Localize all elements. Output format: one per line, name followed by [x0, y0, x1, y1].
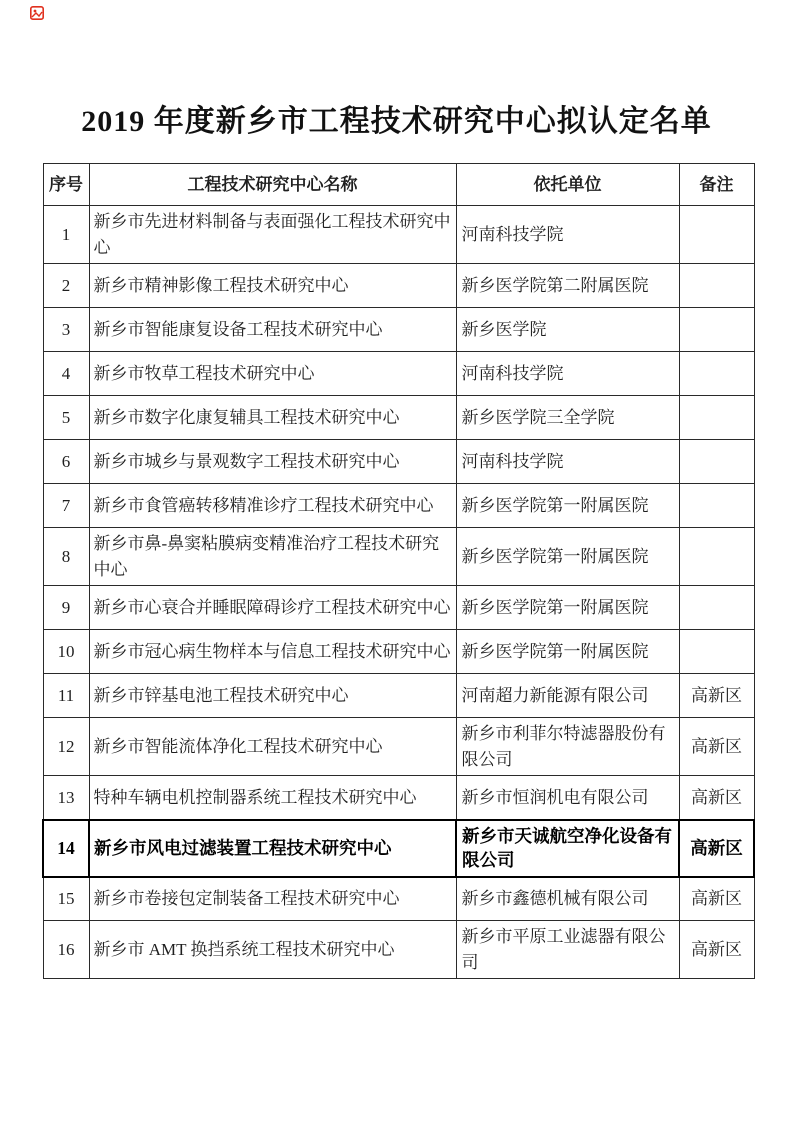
- center-name-cell: 新乡市卷接包定制装备工程技术研究中心: [89, 877, 456, 921]
- table-row: [43, 484, 754, 528]
- center-name-cell: 新乡市心衰合并睡眠障碍诊疗工程技术研究中心: [89, 586, 456, 630]
- table-row: [43, 264, 754, 308]
- center-name-cell: 新乡市鼻-鼻窦粘膜病变精准治疗工程技术研究中心: [89, 528, 456, 586]
- support-unit-cell: 河南科技学院: [456, 440, 679, 484]
- note-cell: [679, 352, 754, 396]
- table-row: [43, 440, 754, 484]
- support-unit-cell: 新乡医学院第一附属医院: [456, 586, 679, 630]
- row-number-cell: 16: [43, 921, 89, 979]
- col-header-name: 工程技术研究中心名称: [89, 164, 456, 206]
- center-name-cell: 新乡市风电过滤装置工程技术研究中心: [89, 820, 456, 877]
- support-unit-cell: 新乡医学院第一附属医院: [456, 630, 679, 674]
- row-number-cell: 5: [43, 396, 89, 440]
- note-cell: [679, 630, 754, 674]
- support-unit-cell: 河南超力新能源有限公司: [456, 674, 679, 718]
- table-row: [43, 674, 754, 718]
- col-header-no: 序号: [43, 164, 89, 206]
- center-name-cell: 新乡市牧草工程技术研究中心: [89, 352, 456, 396]
- note-cell: 高新区: [679, 674, 754, 718]
- row-number-cell: 11: [43, 674, 89, 718]
- support-unit-cell: 新乡市平原工业滤器有限公司: [456, 921, 679, 979]
- col-header-unit: 依托单位: [456, 164, 679, 206]
- page-title: 2019 年度新乡市工程技术研究中心拟认定名单: [81, 105, 712, 138]
- row-number-cell: 7: [43, 484, 89, 528]
- note-cell: 高新区: [679, 776, 754, 820]
- table-header-row: [43, 164, 754, 206]
- row-number-cell: 13: [43, 776, 89, 820]
- support-unit-cell: 新乡医学院第二附属医院: [456, 264, 679, 308]
- row-number-cell: 4: [43, 352, 89, 396]
- center-name-cell: 新乡市先进材料制备与表面强化工程技术研究中心: [89, 206, 456, 264]
- table-row: [43, 528, 754, 586]
- support-unit-cell: 新乡医学院第一附属医院: [456, 484, 679, 528]
- center-name-cell: 新乡市食管癌转移精准诊疗工程技术研究中心: [89, 484, 456, 528]
- note-cell: [679, 308, 754, 352]
- row-number-cell: 10: [43, 630, 89, 674]
- row-number-cell: 15: [43, 877, 89, 921]
- row-number-cell: 14: [43, 820, 89, 877]
- note-cell: 高新区: [679, 921, 754, 979]
- col-header-note: 备注: [679, 164, 754, 206]
- row-number-cell: 2: [43, 264, 89, 308]
- table-row: [43, 206, 754, 264]
- center-name-cell: 新乡市锌基电池工程技术研究中心: [89, 674, 456, 718]
- center-name-cell: 新乡市智能流体净化工程技术研究中心: [89, 718, 456, 776]
- note-cell: [679, 206, 754, 264]
- row-number-cell: 8: [43, 528, 89, 586]
- red-corner-mark-icon: [30, 6, 44, 20]
- support-unit-cell: 新乡市利菲尔特滤器股份有限公司: [456, 718, 679, 776]
- support-unit-cell: 新乡医学院第一附属医院: [456, 528, 679, 586]
- center-name-cell: 新乡市 AMT 换挡系统工程技术研究中心: [89, 921, 456, 979]
- center-name-cell: 新乡市智能康复设备工程技术研究中心: [89, 308, 456, 352]
- table-row: [43, 820, 754, 877]
- row-number-cell: 3: [43, 308, 89, 352]
- center-name-cell: 特种车辆电机控制器系统工程技术研究中心: [89, 776, 456, 820]
- table-row: [43, 776, 754, 820]
- note-cell: 高新区: [679, 718, 754, 776]
- table-row: [43, 352, 754, 396]
- support-unit-cell: 新乡医学院三全学院: [456, 396, 679, 440]
- support-unit-cell: 新乡市天诚航空净化设备有限公司: [456, 820, 679, 877]
- support-unit-cell: 新乡市鑫德机械有限公司: [456, 877, 679, 921]
- center-name-cell: 新乡市冠心病生物样本与信息工程技术研究中心: [89, 630, 456, 674]
- note-cell: [679, 396, 754, 440]
- table-row: [43, 308, 754, 352]
- row-number-cell: 6: [43, 440, 89, 484]
- table-row: [43, 586, 754, 630]
- center-name-cell: 新乡市精神影像工程技术研究中心: [89, 264, 456, 308]
- row-number-cell: 9: [43, 586, 89, 630]
- support-unit-cell: 河南科技学院: [456, 352, 679, 396]
- table-row: [43, 396, 754, 440]
- table-row: [43, 630, 754, 674]
- note-cell: [679, 528, 754, 586]
- row-number-cell: 12: [43, 718, 89, 776]
- note-cell: [679, 484, 754, 528]
- support-unit-cell: 河南科技学院: [456, 206, 679, 264]
- table-row: [43, 877, 754, 921]
- note-cell: 高新区: [679, 877, 754, 921]
- center-name-cell: 新乡市城乡与景观数字工程技术研究中心: [89, 440, 456, 484]
- center-name-cell: 新乡市数字化康复辅具工程技术研究中心: [89, 396, 456, 440]
- table-row: [43, 921, 754, 979]
- note-cell: 高新区: [679, 820, 754, 877]
- note-cell: [679, 586, 754, 630]
- support-unit-cell: 新乡医学院: [456, 308, 679, 352]
- support-unit-cell: 新乡市恒润机电有限公司: [456, 776, 679, 820]
- centers-table: [42, 163, 755, 979]
- table-row: [43, 718, 754, 776]
- note-cell: [679, 264, 754, 308]
- note-cell: [679, 440, 754, 484]
- row-number-cell: 1: [43, 206, 89, 264]
